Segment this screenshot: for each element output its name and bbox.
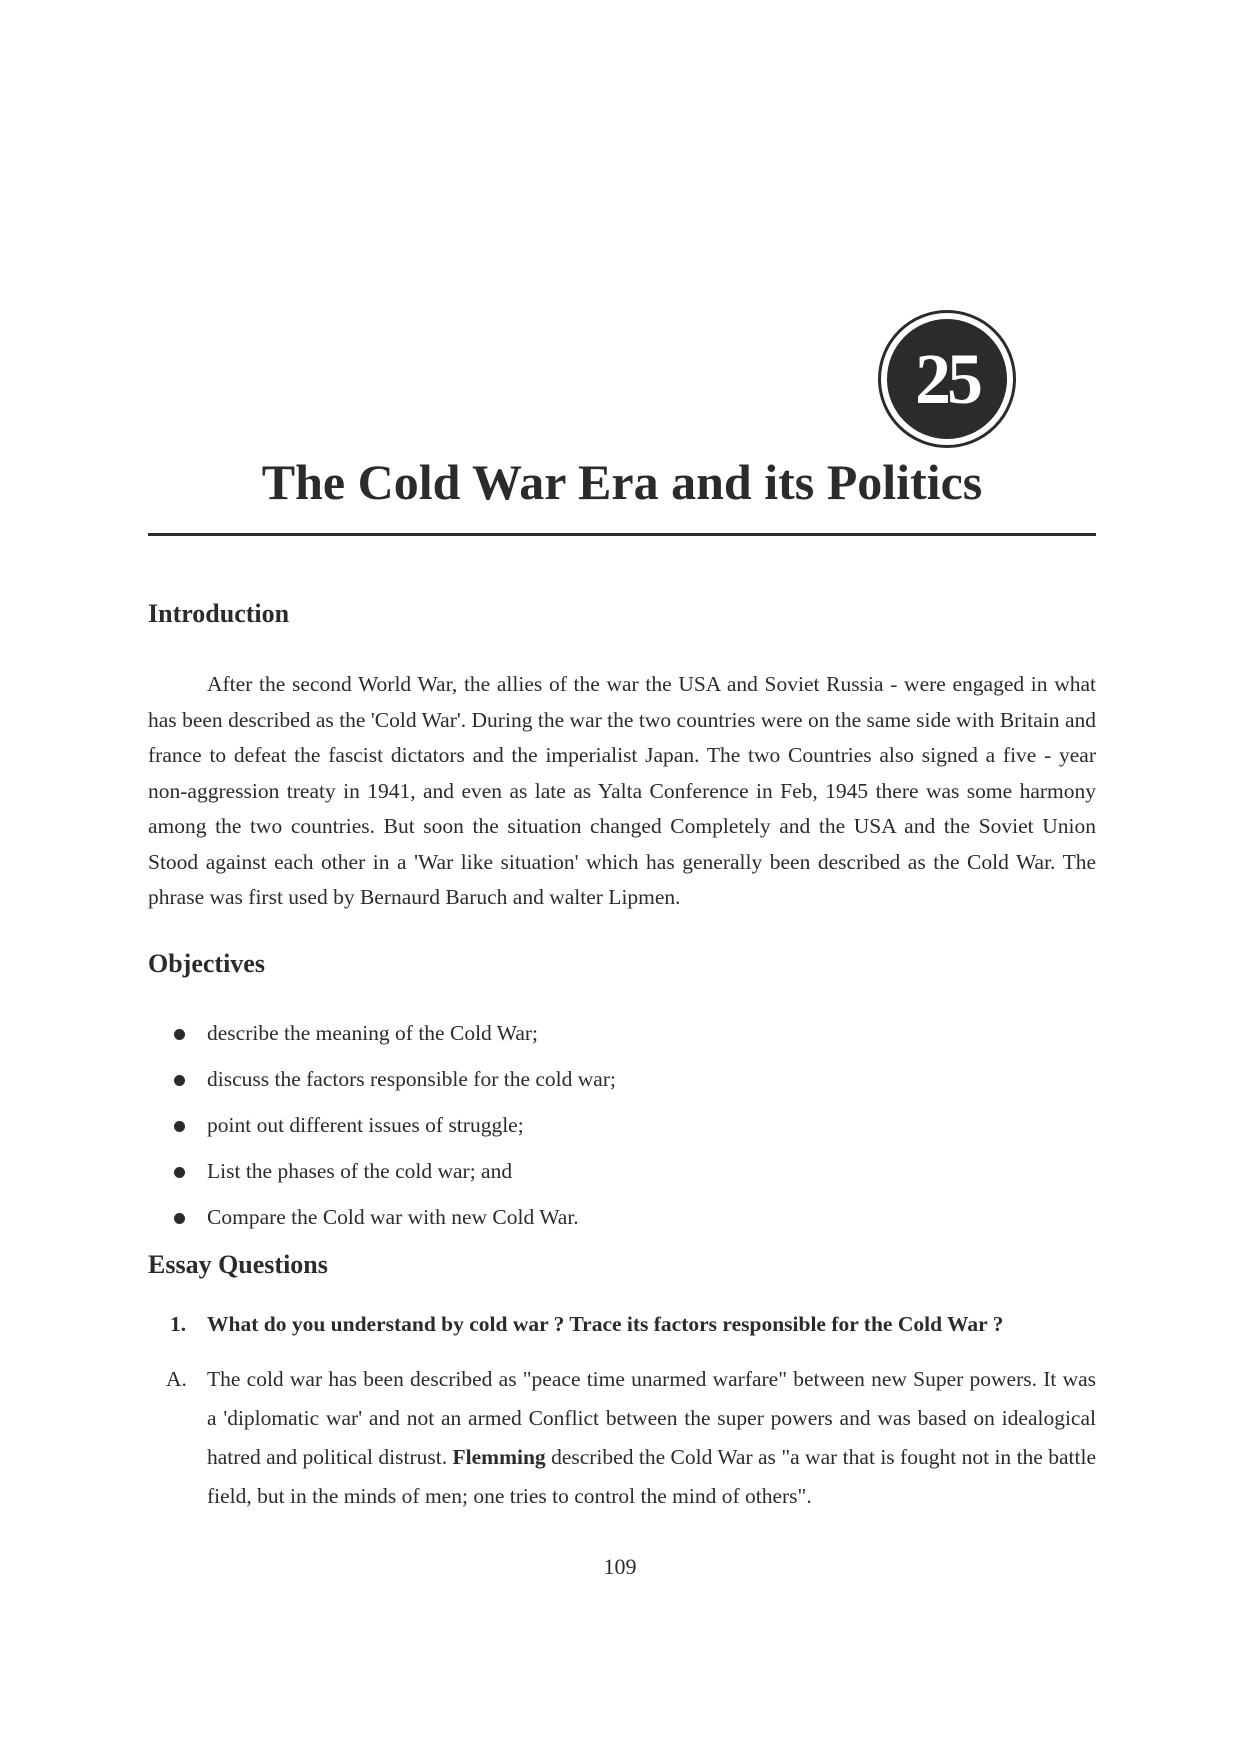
objective-text: Compare the Cold war with new Cold War. bbox=[207, 1204, 579, 1229]
answer-marker: A. bbox=[166, 1367, 187, 1392]
objective-text: List the phases of the cold war; and bbox=[207, 1158, 513, 1183]
essay-questions-heading: Essay Questions bbox=[148, 1249, 328, 1279]
introduction-heading: Introduction bbox=[148, 599, 290, 628]
title-divider bbox=[148, 533, 1096, 536]
answer-bold-name: Flemming bbox=[452, 1445, 546, 1470]
answer-text-start: The cold war has been described as "peace time unarmed warfare" between new Super powers. It was a 'diplomatic war' and not an armed Conflict between the super powers and was based on idealogical hatred and political distrust. bbox=[207, 1367, 1096, 1470]
objective-text: describe the meaning of the Cold War; bbox=[207, 1020, 539, 1045]
bullet-icon bbox=[174, 1167, 185, 1178]
essay-answer bbox=[148, 1360, 1096, 1516]
essay-question bbox=[148, 1308, 1096, 1340]
bullet-icon bbox=[174, 1213, 185, 1224]
chapter-title: The Cold War Era and its Politics bbox=[261, 454, 983, 510]
answer-text-end: described the Cold War as "a war that is fought not in the battle field, but in the minds of men; one tries to control the mind of others". bbox=[207, 1445, 1097, 1509]
objective-item bbox=[148, 1201, 1096, 1233]
objective-item bbox=[148, 1017, 1096, 1049]
question-number: 1. bbox=[170, 1312, 187, 1337]
bullet-icon bbox=[174, 1121, 185, 1132]
page-content bbox=[148, 598, 1096, 1516]
question-text: What do you understand by cold war ? Trace its factors responsible for the Cold War ? bbox=[207, 1312, 1004, 1337]
bullet-icon bbox=[174, 1029, 185, 1040]
objective-item bbox=[148, 1155, 1096, 1187]
objective-item bbox=[148, 1063, 1096, 1095]
introduction-paragraph: After the second World War, the allies of the war the USA and Soviet Russia - were engaged in what has been described as the 'Cold War'. During the war the two countries were on the same side with Britain and france to defeat the fascist dictators and the imperialist Japan. The two Countries also signed a five - year non-aggression treaty in 1941, and even as late as Yalta Conference in Feb, 1945 there was some harmony among the two countries. But soon the situation changed Completely and the USA and the Soviet Union Stood against each other in a 'War like situation' which has generally been described as the Cold War. The phrase was first used by Bernaurd Baruch and walter Lipmen. bbox=[148, 672, 1096, 910]
objective-item bbox=[148, 1109, 1096, 1141]
chapter-number: 25 bbox=[887, 319, 1007, 439]
objectives-heading: Objectives bbox=[148, 948, 265, 978]
chapter-number-badge bbox=[878, 310, 1016, 448]
objectives-list bbox=[148, 1017, 1096, 1233]
objective-text: discuss the factors responsible for the cold war; bbox=[207, 1066, 616, 1091]
objective-text: point out different issues of struggle; bbox=[207, 1112, 524, 1137]
bullet-icon bbox=[174, 1075, 185, 1086]
page-number: 109 bbox=[603, 1554, 637, 1579]
